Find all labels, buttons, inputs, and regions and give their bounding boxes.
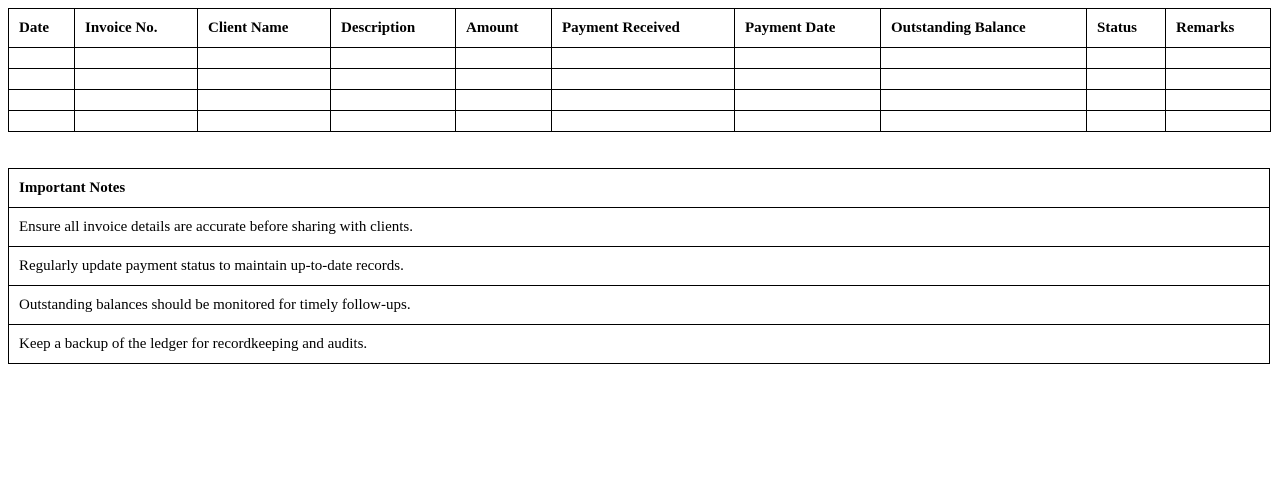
notes-header-row [9, 169, 1270, 208]
column-header-amount: Amount [456, 9, 552, 48]
ledger-cell[interactable] [456, 90, 552, 111]
column-header-outstanding-balance: Outstanding Balance [881, 9, 1087, 48]
ledger-cell[interactable] [75, 48, 198, 69]
column-header-date: Date [9, 9, 75, 48]
table-row [9, 69, 1271, 90]
ledger-cell[interactable] [552, 90, 735, 111]
ledger-cell[interactable] [331, 90, 456, 111]
ledger-cell[interactable] [1087, 90, 1166, 111]
column-header-description: Description [331, 9, 456, 48]
ledger-cell[interactable] [552, 111, 735, 132]
list-item [9, 286, 1270, 325]
column-header-payment-date: Payment Date [735, 9, 881, 48]
note-text: Keep a backup of the ledger for recordkeeping and audits. [9, 325, 1270, 364]
ledger-cell[interactable] [331, 48, 456, 69]
table-row [9, 111, 1271, 132]
list-item [9, 325, 1270, 364]
notes-title: Important Notes [9, 169, 1270, 208]
ledger-cell[interactable] [881, 111, 1087, 132]
ledger-cell[interactable] [331, 111, 456, 132]
ledger-cell[interactable] [198, 69, 331, 90]
ledger-cell[interactable] [552, 48, 735, 69]
table-row [9, 90, 1271, 111]
ledger-cell[interactable] [456, 48, 552, 69]
list-item [9, 208, 1270, 247]
ledger-cell[interactable] [1166, 69, 1271, 90]
ledger-cell[interactable] [735, 48, 881, 69]
ledger-cell[interactable] [1166, 48, 1271, 69]
list-item [9, 247, 1270, 286]
ledger-cell[interactable] [75, 111, 198, 132]
ledger-cell[interactable] [9, 48, 75, 69]
ledger-cell[interactable] [198, 111, 331, 132]
ledger-cell[interactable] [456, 111, 552, 132]
ledger-cell[interactable] [1087, 48, 1166, 69]
ledger-cell[interactable] [456, 69, 552, 90]
ledger-cell[interactable] [881, 69, 1087, 90]
ledger-cell[interactable] [9, 69, 75, 90]
ledger-cell[interactable] [1166, 111, 1271, 132]
ledger-cell[interactable] [9, 111, 75, 132]
ledger-header-row [9, 9, 1271, 48]
invoice-ledger-table [8, 8, 1271, 132]
ledger-cell[interactable] [75, 90, 198, 111]
ledger-cell[interactable] [198, 90, 331, 111]
ledger-cell[interactable] [75, 69, 198, 90]
ledger-cell[interactable] [331, 69, 456, 90]
ledger-cell[interactable] [1087, 111, 1166, 132]
column-header-client-name: Client Name [198, 9, 331, 48]
ledger-cell[interactable] [881, 90, 1087, 111]
column-header-status: Status [1087, 9, 1166, 48]
note-text: Regularly update payment status to maintain up-to-date records. [9, 247, 1270, 286]
ledger-cell[interactable] [552, 69, 735, 90]
ledger-cell[interactable] [1166, 90, 1271, 111]
ledger-cell[interactable] [1087, 69, 1166, 90]
ledger-cell[interactable] [735, 111, 881, 132]
ledger-cell[interactable] [735, 69, 881, 90]
important-notes-table [8, 168, 1270, 364]
column-header-remarks: Remarks [1166, 9, 1271, 48]
ledger-cell[interactable] [9, 90, 75, 111]
table-row [9, 48, 1271, 69]
ledger-cell[interactable] [881, 48, 1087, 69]
note-text: Ensure all invoice details are accurate before sharing with clients. [9, 208, 1270, 247]
ledger-cell[interactable] [198, 48, 331, 69]
ledger-cell[interactable] [735, 90, 881, 111]
column-header-payment-received: Payment Received [552, 9, 735, 48]
column-header-invoice-no: Invoice No. [75, 9, 198, 48]
note-text: Outstanding balances should be monitored for timely follow-ups. [9, 286, 1270, 325]
